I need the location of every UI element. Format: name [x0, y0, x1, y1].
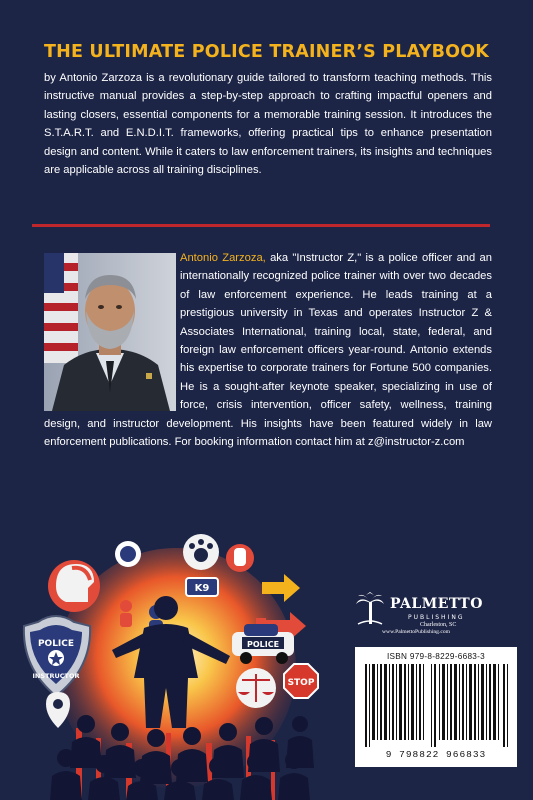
isbn-label: ISBN 979-8-8229-6683-3	[386, 652, 486, 661]
author-bio	[44, 249, 492, 451]
k9-label: K9	[194, 583, 210, 594]
barcode-bars	[361, 664, 511, 747]
stop-sign-label: STOP	[287, 678, 315, 688]
barcode-number: 9 798822 966833	[385, 749, 487, 760]
publisher-name: PALMETTO	[390, 596, 483, 612]
photo-spacer	[44, 249, 180, 411]
palm-tree-icon	[356, 592, 384, 624]
author-bio-text: aka "Instructor Z," is a police officer and an internationally recognized police trainer with over two decades of law enforcement experience. He leads training at a prestigious university in Texas and operates Instructor Z & Associates International, training local, state, federal, and foreign law enforcement officers year-round. Antonio extends his expertise to corporate trainers for Fortune 500 companies. He is a sought-after keynote speaker, specializing in use of force, crisis intervention, officer safety, wellness, training design, and instructor development. His insights have been featured widely in law enforcement publications. For booking information contact him at z@instructor-z.com	[44, 252, 492, 449]
badge-bottom-label: INSTRUCTOR	[32, 672, 80, 680]
police-trainer-illustration	[16, 528, 328, 800]
divider-rule	[32, 224, 490, 227]
publisher-url: www.PalmettoPublishing.com	[382, 629, 451, 634]
author-name: Antonio Zarzoza,	[180, 252, 266, 264]
publisher-logo	[352, 590, 502, 639]
isbn-barcode	[355, 647, 517, 767]
publisher-city: Charleston, SC	[420, 622, 457, 628]
badge-top-label: POLICE	[37, 639, 75, 649]
book-title: THE ULTIMATE POLICE TRAINER’S PLAYBOOK	[44, 42, 490, 62]
book-description: by Antonio Zarzoza is a revolutionary guide tailored to transform teaching methods. This instructive manual provides a step-by-step approach to crafting impactful openers and lasting closers, essential components for a memorable training session. It introduces the S.T.A.R.T. and E.N.D.I.T. frameworks, offering practical tips to enhance presentation design and content. While it caters to law enforcement trainers, its insights and techniques are applicable across all training disciplines.	[44, 72, 492, 177]
car-label: POLICE	[246, 640, 280, 649]
publisher-sub: PUBLISHING	[408, 614, 465, 621]
